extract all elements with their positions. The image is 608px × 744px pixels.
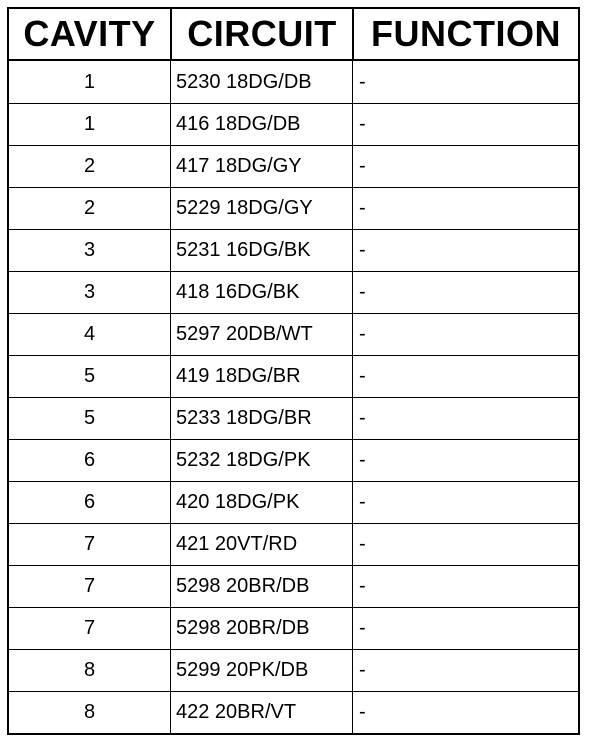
table-row — [9, 187, 578, 229]
table-row — [9, 439, 578, 481]
cavity-cell: 8 — [83, 701, 96, 723]
table-body — [9, 61, 578, 733]
table-row — [9, 313, 578, 355]
table-row — [9, 355, 578, 397]
circuit-cell: 5229 18DG/GY — [170, 188, 352, 229]
circuit-cell: 420 18DG/PK — [170, 482, 352, 523]
header-circuit: CIRCUIT — [170, 9, 352, 59]
circuit-cell: 5233 18DG/BR — [170, 398, 352, 439]
cavity-cell: 7 — [83, 617, 96, 639]
cavity-cell: 1 — [83, 70, 96, 93]
cavity-cell: 8 — [83, 659, 96, 681]
table-row — [9, 397, 578, 439]
cavity-cell: 4 — [83, 323, 96, 345]
function-cell: - — [352, 230, 578, 271]
header-cavity: CAVITY — [23, 13, 156, 54]
cavity-cell: 3 — [83, 281, 96, 303]
circuit-cell: 422 20BR/VT — [170, 692, 352, 733]
function-cell: - — [352, 61, 578, 103]
table-row — [9, 145, 578, 187]
cavity-cell: 6 — [83, 491, 96, 513]
function-cell: - — [352, 188, 578, 229]
table-row — [9, 523, 578, 565]
circuit-cell: 5230 18DG/DB — [170, 61, 352, 103]
function-cell: - — [352, 398, 578, 439]
table-row — [9, 103, 578, 145]
cavity-cell: 3 — [83, 239, 96, 261]
function-cell: - — [352, 146, 578, 187]
function-cell: - — [352, 482, 578, 523]
function-cell: - — [352, 608, 578, 649]
function-cell: - — [352, 272, 578, 313]
circuit-cell: 416 18DG/DB — [170, 104, 352, 145]
table-row — [9, 61, 578, 103]
cavity-cell: 2 — [83, 155, 96, 177]
circuit-cell: 5299 20PK/DB — [170, 650, 352, 691]
function-cell: - — [352, 692, 578, 733]
circuit-cell: 5231 16DG/BK — [170, 230, 352, 271]
function-cell: - — [352, 524, 578, 565]
cavity-cell: 1 — [83, 113, 96, 135]
cavity-cell: 2 — [83, 197, 96, 219]
function-cell: - — [352, 314, 578, 355]
table-header-row — [9, 9, 578, 61]
circuit-cell: 5297 20DB/WT — [170, 314, 352, 355]
circuit-cell: 5298 20BR/DB — [170, 566, 352, 607]
table-row — [9, 691, 578, 733]
function-cell: - — [352, 104, 578, 145]
connector-pinout-table — [7, 7, 580, 735]
cavity-cell: 7 — [83, 533, 96, 555]
circuit-cell: 417 18DG/GY — [170, 146, 352, 187]
table-row — [9, 481, 578, 523]
cavity-cell: 5 — [83, 365, 96, 387]
function-cell: - — [352, 356, 578, 397]
circuit-cell: 419 18DG/BR — [170, 356, 352, 397]
circuit-cell: 5298 20BR/DB — [170, 608, 352, 649]
cavity-cell: 7 — [83, 575, 96, 597]
circuit-cell: 418 16DG/BK — [170, 272, 352, 313]
cavity-cell: 5 — [83, 407, 96, 429]
circuit-cell: 421 20VT/RD — [170, 524, 352, 565]
circuit-cell: 5232 18DG/PK — [170, 440, 352, 481]
table-row — [9, 565, 578, 607]
table-row — [9, 649, 578, 691]
table-row — [9, 229, 578, 271]
function-cell: - — [352, 566, 578, 607]
function-cell: - — [352, 650, 578, 691]
header-function: FUNCTION — [352, 9, 578, 59]
cavity-cell: 6 — [83, 449, 96, 471]
table-row — [9, 271, 578, 313]
function-cell: - — [352, 440, 578, 481]
table-row — [9, 607, 578, 649]
